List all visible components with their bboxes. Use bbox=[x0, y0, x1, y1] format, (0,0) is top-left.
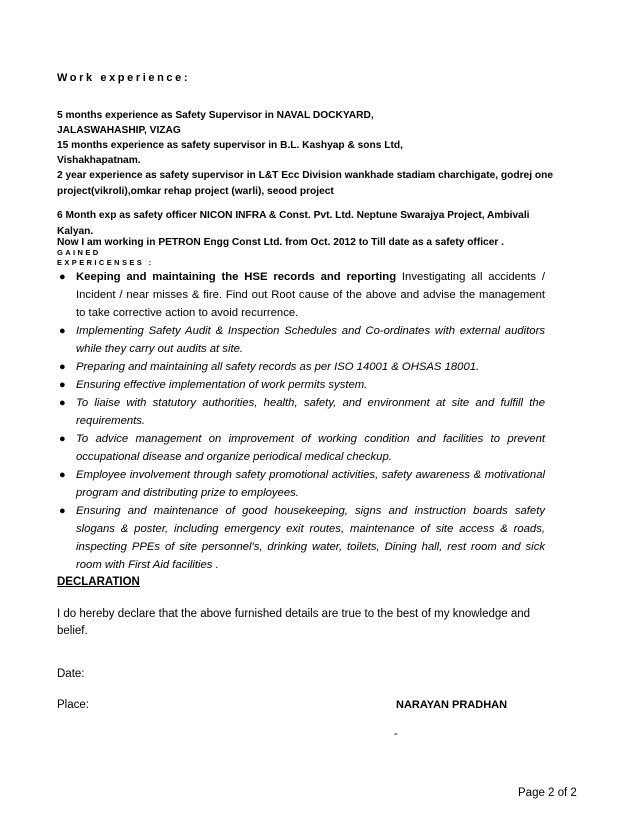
experiences-label: EXPERICENSES : bbox=[57, 258, 154, 267]
date-label: Date: bbox=[57, 668, 85, 680]
list-item bbox=[57, 268, 545, 322]
bullet-text: Implementing Safety Audit & Inspection Schedules and Co-ordinates with external auditors while they carry out audits at site. bbox=[76, 325, 545, 355]
experience-line: Vishakhapatnam. bbox=[57, 155, 141, 166]
section-heading: Work experience: bbox=[57, 72, 191, 84]
page-number: Page 2 of 2 bbox=[518, 787, 577, 799]
experience-line: JALASWAHASHIP, VIZAG bbox=[57, 125, 181, 136]
experience-line: 5 months experience as Safety Supervisor in NAVAL DOCKYARD, bbox=[57, 110, 374, 121]
gained-label: GAINED bbox=[57, 248, 101, 257]
list-item bbox=[57, 322, 545, 358]
bullet-text: Ensuring effective implementation of work permits system. bbox=[76, 379, 368, 391]
bullet-text: Ensuring and maintenance of good housekeeping, signs and instruction boards safety slogans & poster, including emergency exit routes, maintenance of site access & roads, inspecting PPEs of site personnel's, drinking water, toilets, Dining hall, rest room and sick room with First Aid facilities . bbox=[76, 505, 545, 571]
bullet-icon: ● bbox=[59, 271, 66, 283]
list-item bbox=[57, 376, 545, 394]
bullet-text: Preparing and maintaining all safety records as per ISO 14001 & OHSAS 18001. bbox=[76, 361, 480, 373]
bullet-icon: ● bbox=[59, 469, 66, 481]
responsibilities-list bbox=[57, 268, 545, 574]
list-item bbox=[57, 502, 545, 574]
bullet-text: Investigating all accidents / Incident / near misses & fire. Find out Root cause of the above and advise the management to take corrective action to avoid recurrence. bbox=[76, 271, 545, 319]
experience-line: 2 year experience as safety supervisor in L&T Ecc Division wankhade stadiam charchigate, godrej one project(vikroli),omkar rehap project (warli), seood project bbox=[57, 170, 553, 197]
declaration-text: I do hereby declare that the above furnished details are true to the best of my knowledge and belief. bbox=[57, 608, 531, 637]
list-item bbox=[57, 358, 545, 376]
experience-line: 6 Month exp as safety officer NICON INFRA & Const. Pvt. Ltd. Neptune Swarajya Project, Ambivali Kalyan. bbox=[57, 210, 530, 237]
signatory-name: NARAYAN PRADHAN bbox=[396, 699, 508, 711]
experience-line: Now I am working in PETRON Engg Const Ltd. from Oct. 2012 to Till date as a safety officer . bbox=[57, 237, 505, 248]
bullet-icon: ● bbox=[59, 361, 66, 373]
bullet-icon: ● bbox=[59, 379, 66, 391]
declaration-title: DECLARATION bbox=[57, 576, 140, 588]
bullet-icon: ● bbox=[59, 325, 66, 337]
list-item bbox=[57, 466, 545, 502]
list-item bbox=[57, 430, 545, 466]
place-label: Place: bbox=[57, 699, 89, 711]
bullet-icon: ● bbox=[59, 433, 66, 445]
list-item bbox=[57, 394, 545, 430]
experience-line: 15 months experience as safety supervisor in B.L. Kashyap & sons Ltd, bbox=[57, 140, 403, 151]
bullet-icon: ● bbox=[59, 397, 66, 409]
bullet-icon: ● bbox=[59, 505, 66, 517]
signature-dash: - bbox=[394, 728, 398, 740]
bullet-text: To advice management on improvement of working condition and facilities to prevent occupational disease and organize periodical medical checkup. bbox=[76, 433, 545, 463]
bullet-bold-text: Keeping and maintaining the HSE records and reporting bbox=[76, 271, 397, 283]
bullet-text: To liaise with statutory authorities, health, safety, and environment at site and fulfill the requirements. bbox=[76, 397, 545, 427]
bullet-text: Employee involvement through safety promotional activities, safety awareness & motivational program and distributing prize to employees. bbox=[76, 469, 545, 499]
